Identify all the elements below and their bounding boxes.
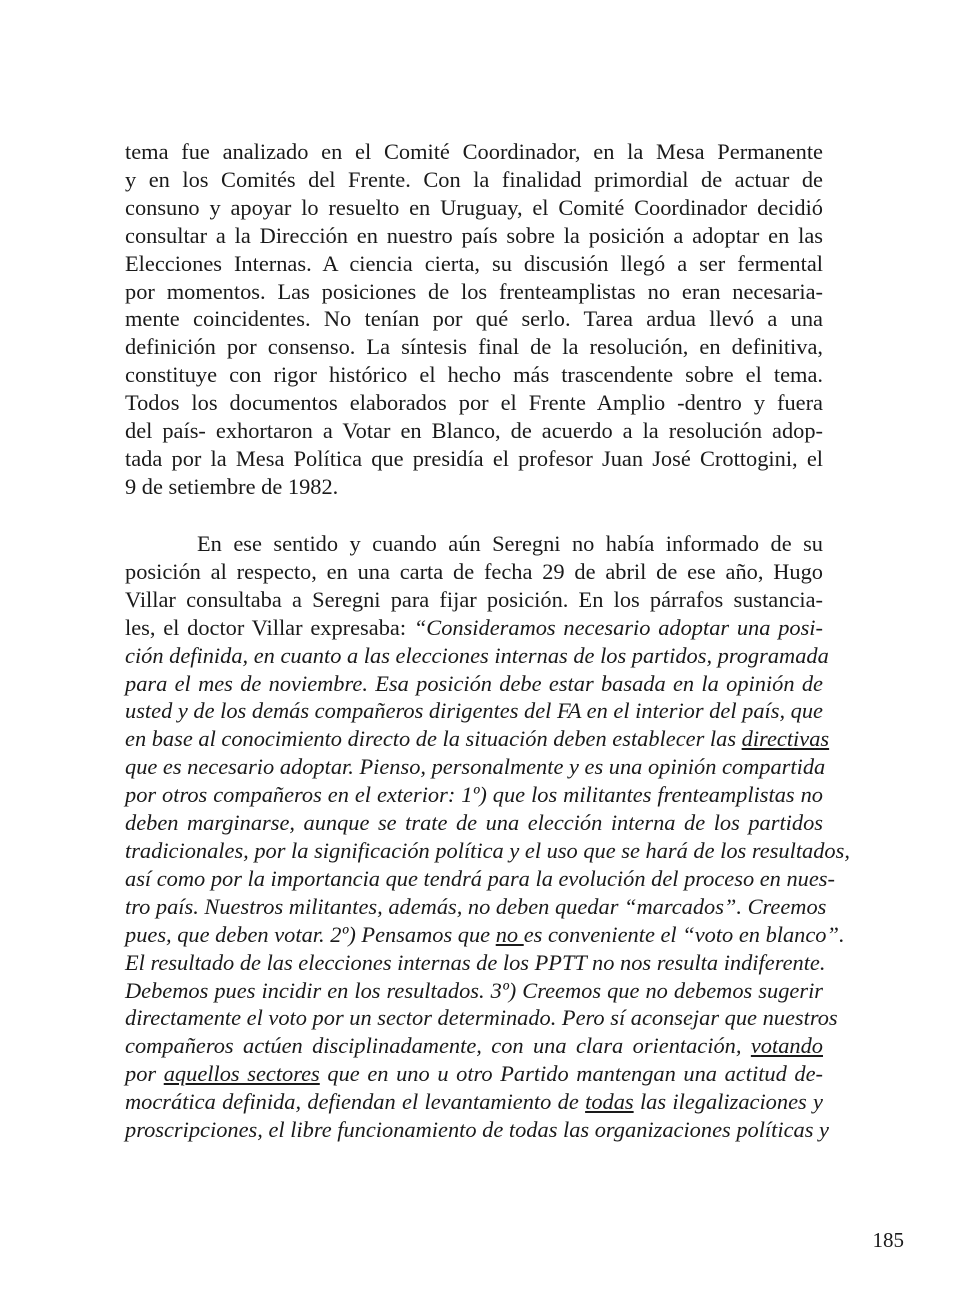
quote-line: Debemos pues incidir en los resultados. 3º) Creemos que no debemos sugerir (125, 977, 823, 1003)
quote-line: proscripciones, el libre funcionamiento de todas las organizaciones políticas y (125, 1117, 829, 1143)
quote-segment: “Consideramos necesario adoptar una posi- (413, 614, 823, 640)
quote-line: por otros compañeros en el exterior: 1º) que los militantes frenteamplistas no (125, 782, 823, 808)
quote-line (125, 1088, 823, 1116)
text-line: posición al respecto, en una carta de fecha 29 de abril de ese año, Hugo (125, 558, 823, 584)
quote-line: tro país. Nuestros militantes, además, no deben quedar “marcados”. Creemos (125, 893, 827, 919)
quote-segment: que en uno u otro Partido mantengan una actitud de- (319, 1061, 824, 1087)
page-number: 185 (872, 1228, 904, 1252)
quote-segment: compañeros actúen disciplinadamente, con una clara orientación, (125, 1033, 751, 1059)
quote-segment: es conveniente el “voto en blanco”. (523, 921, 845, 947)
quote-line: tradicionales, por la significación política y el uso que se hará de los resultados, (125, 837, 850, 863)
quote-line (125, 921, 845, 949)
text-line: por momentos. Las posiciones de los frenteamplistas no eran necesaria- (125, 278, 823, 304)
quote-line: deben marginarse, aunque se trate de una elección interna de los partidos (125, 810, 823, 836)
quote-line: que es necesario adoptar. Pienso, personalmente y es una opinión compartida (125, 754, 826, 780)
text-line: 9 de setiembre de 1982. (125, 473, 339, 499)
text-line: y en los Comités del Frente. Con la finalidad primordial de actuar de (125, 166, 823, 192)
underlined-word: aquellos sectores (163, 1061, 320, 1087)
text-line: constituye con rigor histórico el hecho más trascendente sobre el tema. (125, 362, 823, 388)
quote-segment: mocrática definida, defiendan el levantamiento de (125, 1089, 586, 1115)
quote-segment: por (125, 1061, 164, 1087)
underlined-word: directivas (741, 726, 830, 752)
text-line: consuno y apoyar lo resuelto en Uruguay, el Comité Coordinador decidió (125, 194, 823, 220)
text-line: Villar consultaba a Seregni para fijar posición. En los párrafos sustancia- (125, 586, 823, 612)
underlined-word: votando (750, 1033, 823, 1059)
quote-line: directamente el voto por un sector determinado. Pero sí aconsejar que nuestros (125, 1005, 838, 1031)
quote-segment: las ilegalizaciones y (633, 1089, 823, 1115)
quote-line: así como por la importancia que tendrá para la evolución del proceso en nues- (125, 865, 835, 891)
text-line: Todos los documentos elaborados por el Frente Amplio -dentro y fuera (125, 390, 823, 416)
quote-line (125, 725, 830, 753)
underlined-word: todas (585, 1089, 634, 1115)
underlined-word: no (495, 921, 524, 947)
text-line: definición por consenso. La síntesis final de la resolución, en definitiva, (125, 334, 823, 360)
quote-line: El resultado de las elecciones internas de los PPTT no nos resulta indiferente. (125, 949, 826, 975)
quote-line: usted y de los demás compañeros dirigentes del FA en el interior del país, que (125, 698, 823, 724)
text-line: consultar a la Dirección en nuestro país sobre la posición a adoptar en las (125, 222, 823, 248)
text-line (125, 614, 823, 642)
quote-line: ción definida, en cuanto a las elecciones internas de los partidos, programada (125, 642, 829, 668)
quote-line (125, 1060, 823, 1088)
text-line: Elecciones Internas. A ciencia cierta, su discusión llegó a ser fermental (125, 250, 823, 276)
text-line: tada por la Mesa Política que presidía el profesor Juan José Crottogini, el (125, 445, 823, 471)
text-line: tema fue analizado en el Comité Coordinador, en la Mesa Permanente (125, 139, 823, 164)
text-segment: En ese sentido y cuando aún Seregni no había informado de su (197, 531, 823, 556)
paragraph-2 (125, 530, 850, 1144)
quote-line (125, 1032, 823, 1060)
text-line: mente coincidentes. No tenían por qué serlo. Tarea ardua llevó a una (125, 306, 823, 332)
quote-segment: pues, que deben votar. 2º) Pensamos que (125, 921, 496, 947)
quote-segment: en base al conocimiento directo de la situación deben establecer las (125, 726, 742, 752)
text-line (125, 530, 823, 558)
quote-line: para el mes de noviembre. Esa posición debe estar basada en la opinión de (125, 670, 823, 696)
text-segment: les, el doctor Villar expresaba: (125, 614, 414, 640)
paragraph-1 (125, 138, 823, 501)
text-line: del país- exhortaron a Votar en Blanco, de acuerdo a la resolución adop- (125, 418, 823, 444)
